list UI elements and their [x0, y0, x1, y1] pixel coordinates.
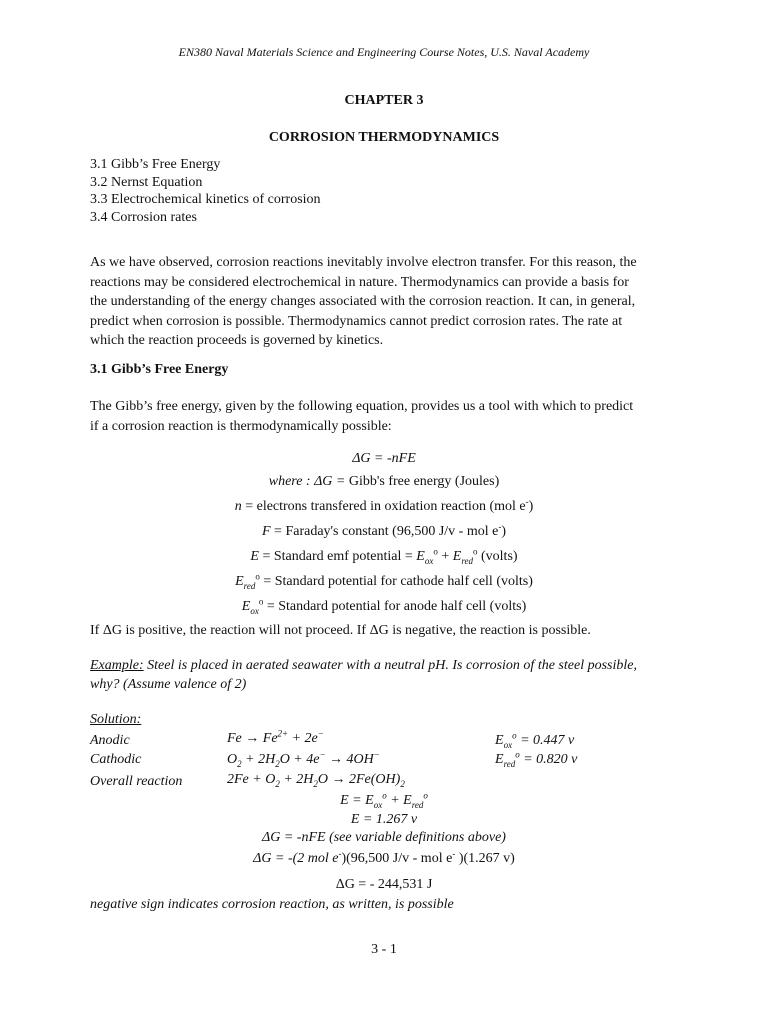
overall-equation: $2Fe + O_2 + 2H_2O \to 2Fe(OH)_2$ — [227, 772, 405, 789]
anodic-equation: $Fe \to Fe^{2+} + 2e^-$ — [227, 728, 324, 746]
dg-result: ΔG = - 244,531 J — [335, 877, 433, 892]
equation-text: )(96,500 J/v - mol e — [341, 851, 453, 866]
example-line: why? (Assume valence of 2) — [90, 677, 247, 692]
text-line: if a corrosion reaction is thermodynamically possible: — [90, 418, 392, 434]
reaction-label: Cathodic — [90, 752, 142, 767]
definition-ered: $E_{red}^o$ = Standard potential for cathode half cell (volts) — [235, 571, 533, 591]
definition-text: = electrons transfered in oxidation reaction (mol e — [245, 499, 526, 514]
reaction-label: Overall reaction — [90, 774, 183, 789]
running-header: EN380 Naval Materials Science and Engineering Course Notes, U.S. Naval Academy — [178, 45, 590, 59]
e-sum-equation: $E = E_{ox}^o + E_{red}^o$ — [340, 790, 428, 810]
potential-value: = 0.447 v — [520, 733, 575, 748]
equation-text: )(1.267 v) — [455, 851, 515, 866]
where-label: where : ΔG = — [268, 474, 349, 489]
cathodic-equation: $O_2 + 2H_2O + 4e^- \to 4OH^-$ — [227, 749, 380, 769]
equation-text: ΔG = -nFE — [352, 451, 416, 466]
text-line: predict when corrosion is possible. Thermodynamics cannot predict corrosion rates. The rate at — [90, 313, 623, 329]
toc-item: 3.3 Electrochemical kinetics of corrosion — [90, 192, 321, 207]
variable-e: E — [250, 549, 259, 564]
variable-f: F — [261, 524, 271, 539]
section-heading: 3.1 Gibb’s Free Energy — [90, 362, 229, 377]
reaction-label: Anodic — [90, 733, 130, 748]
toc-item: 3.2 Nernst Equation — [90, 174, 203, 190]
dg-substitution: ΔG = -(2 mol e-)(96,500 J/v - mol e- )(1.267 v) — [253, 848, 515, 866]
page-number: 3 - 1 — [371, 942, 397, 957]
definition-text: = Standard potential for anode half cell (volts) — [266, 599, 527, 614]
toc-item: 3.4 Corrosion rates — [90, 209, 197, 225]
text-line: the understanding of the energy changes associated with the corrosion reaction. It can, in general, — [90, 294, 636, 309]
intro-paragraph — [90, 253, 680, 351]
result-note: negative sign indicates corrosion reaction, as written, is possible — [90, 897, 454, 912]
definition-n: n = electrons transfered in oxidation reaction (mol e-) — [234, 496, 534, 514]
potential-value: = 0.820 v — [523, 752, 578, 767]
definition-e: E = Standard emf potential = $E_{ox}^o + E_{red}^o$ (volts) — [250, 546, 518, 566]
gibbs-paragraph — [90, 397, 680, 436]
e-value: E = 1.267 v — [350, 812, 418, 827]
chapter-title: CORROSION THERMODYNAMICS — [268, 130, 500, 145]
text-line: The Gibb’s free energy, given by the following equation, provides us a tool with which to predict — [90, 399, 634, 414]
dg-note: ΔG = -nFE (see variable definitions above) — [262, 830, 506, 845]
equation-text: E = E — [340, 793, 374, 808]
definition-f: F = Faraday's constant (96,500 J/v - mol e-) — [261, 521, 506, 539]
gibbs-equation — [0, 451, 768, 467]
definition-text: = Faraday's constant (96,500 J/v - mol e — [274, 524, 499, 539]
example-label: Example: — [90, 658, 144, 673]
definition-text: = Standard emf potential = — [262, 549, 417, 564]
anodic-potential: $E_{ox}^o = 0.447$ v — [495, 730, 575, 750]
example-text: Steel is placed in aerated seawater with a neutral pH. Is corrosion of the steel possible, — [143, 658, 637, 673]
conclusion-text: If ΔG is positive, the reaction will not proceed. If ΔG is negative, the reaction is possible. — [90, 623, 591, 638]
definition-text: = Standard potential for cathode half cell (volts) — [263, 574, 533, 589]
cathodic-potential: $E_{red}^o = 0.820$ v — [495, 749, 578, 769]
text-line: As we have observed, corrosion reactions inevitably involve electron transfer. For this reason, the — [90, 255, 637, 270]
solution-label: Solution: — [90, 712, 142, 727]
example-line — [90, 658, 637, 674]
table-of-contents — [90, 156, 321, 226]
equation-text: ΔG = -(2 mol e — [253, 851, 339, 866]
variable-n: n — [234, 499, 242, 514]
text-line: reactions may be considered electrochemical in nature. Thermodynamics can provide a basis for — [90, 274, 629, 290]
definition-text: Gibb's free energy (Joules) — [348, 474, 500, 489]
units-text: (volts) — [481, 549, 518, 564]
definition-eox: $E_{ox}^o$ = Standard potential for anode half cell (volts) — [241, 596, 527, 616]
toc-item: 3.1 Gibb’s Free Energy — [90, 157, 221, 172]
text-line: which the reaction proceeds is governed by kinetics. — [90, 333, 384, 348]
chapter-number: CHAPTER 3 — [344, 93, 424, 108]
definition-dg — [0, 474, 768, 490]
